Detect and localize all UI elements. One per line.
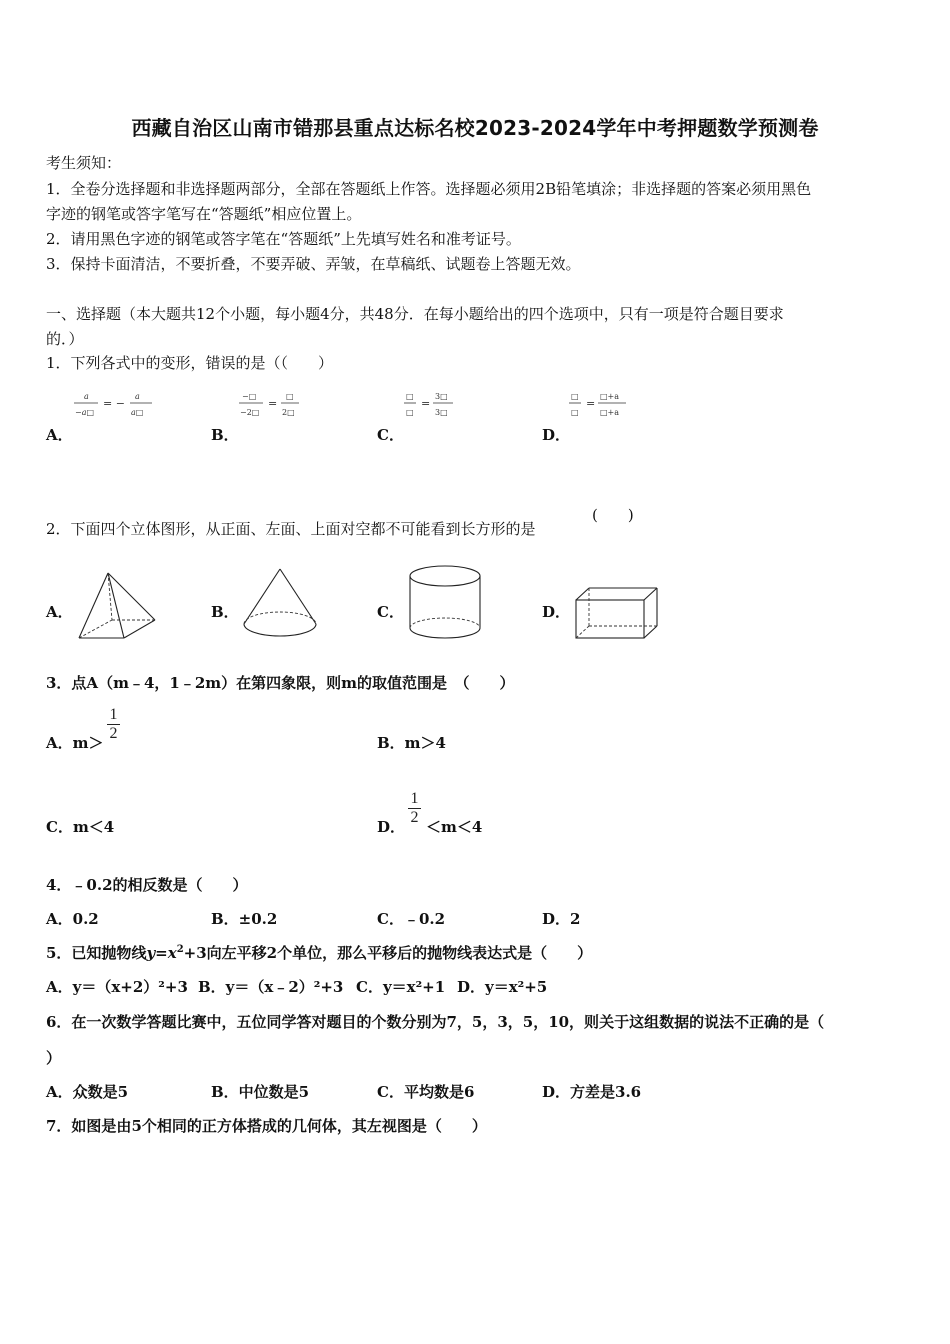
svg-text:3□: 3□ xyxy=(435,392,448,401)
svg-text:□: □ xyxy=(571,408,579,417)
notice-item: 字迹的钢笔或答字笔写在“答题纸”相应位置上。 xyxy=(46,205,362,223)
q5-option-d[interactable]: D．y＝x²+5 xyxy=(457,978,548,996)
q1-option-b-label[interactable]: B． xyxy=(211,426,239,444)
q6-option-d[interactable]: D．方差是3.6 xyxy=(542,1083,642,1101)
q5-option-c[interactable]: C．y＝x²+1 xyxy=(356,978,446,996)
q4-option-b[interactable]: B．±0.2 xyxy=(211,910,278,928)
notice-item: 3．保持卡面清洁，不要折叠，不要弄破、弄皱，在草稿纸、试题卷上答题无效。 xyxy=(46,255,581,273)
q4-option-c[interactable]: C．﹣0.2 xyxy=(377,910,446,928)
cuboid-figure xyxy=(573,585,663,647)
q2-option-b-label[interactable]: B． xyxy=(211,603,239,621)
page-title: 西藏自治区山南市错那县重点达标名校2023-2024学年中考押题数学预测卷 xyxy=(131,116,819,140)
svg-text:a: a xyxy=(135,392,140,401)
q1-option-a-label[interactable]: A． xyxy=(46,426,73,444)
q4-option-d[interactable]: D．2 xyxy=(542,910,581,928)
q1-option-d-formula xyxy=(568,389,648,419)
q3-option-c[interactable]: C．m＜4 xyxy=(46,818,115,836)
cylinder-figure xyxy=(405,563,485,647)
q2-option-d-label[interactable]: D． xyxy=(542,603,571,621)
question-5-stem: 5．已知抛物线$y=x^2+3$向左平移2个单位，那么平移后的抛物线表达式是（ ） xyxy=(46,944,593,962)
question-1-stem: 1．下列各式中的变形，错误的是（（ ） xyxy=(46,354,334,372)
notice-heading: 考生须知： xyxy=(46,154,122,172)
q6-option-b[interactable]: B．中位数是5 xyxy=(211,1083,310,1101)
question-2-paren: ( ) xyxy=(592,506,634,524)
svg-text:= −: = − xyxy=(103,397,125,410)
question-2-stem: 2．下面四个立体图形，从正面、左面、上面对空都不可能看到长方形的是 xyxy=(46,520,536,538)
svg-text:=: = xyxy=(586,397,596,410)
svg-text:a□: a□ xyxy=(131,408,144,417)
svg-text:□: □ xyxy=(571,392,579,401)
svg-text:□+a: □+a xyxy=(600,408,620,417)
q3-option-a-fraction xyxy=(107,706,120,743)
question-6-stem: 6．在一次数学答题比赛中，五位同学答对题目的个数分别为7，5，3，5，10，则关于这组数据的说法不正确的是（ xyxy=(46,1013,825,1031)
svg-text:−2□: −2□ xyxy=(240,408,260,417)
q3-option-d-prefix: D． xyxy=(377,818,406,836)
q1-option-c-label[interactable]: C． xyxy=(377,426,404,444)
q3-option-b[interactable]: B．m＞4 xyxy=(377,734,446,752)
q3-option-d[interactable] xyxy=(377,816,405,837)
svg-text:3□: 3□ xyxy=(435,408,448,417)
q1-option-c-formula xyxy=(403,389,483,419)
svg-text:□: □ xyxy=(406,392,414,401)
svg-text:□: □ xyxy=(286,392,294,401)
fraction-numerator: 1 xyxy=(410,790,419,807)
q5-option-a[interactable]: A．y＝（x+2）²+3 xyxy=(46,978,188,996)
q6-option-c[interactable]: C．平均数是6 xyxy=(377,1083,475,1101)
svg-text:2□: 2□ xyxy=(282,408,295,417)
q6-option-a[interactable]: A．众数是5 xyxy=(46,1083,129,1101)
q3-option-d-suffix: ＜m＜4 xyxy=(426,818,483,836)
notice-item: 2．请用黑色字迹的钢笔或答字笔在“答题纸”上先填写姓名和准考证号。 xyxy=(46,230,521,248)
q1-option-d-label[interactable]: D． xyxy=(542,426,571,444)
q1-option-b-formula xyxy=(237,389,317,419)
q3-option-a-text: A．m＞ xyxy=(46,734,104,752)
question-3-stem: 3．点A（m﹣4，1﹣2m）在第四象限，则m的取值范围是 （ ） xyxy=(46,674,515,692)
section-heading-cont: 的．） xyxy=(46,330,84,348)
q4-option-a[interactable]: A．0.2 xyxy=(46,910,99,928)
svg-text:□+a: □+a xyxy=(600,392,620,401)
svg-text:−□: −□ xyxy=(242,392,257,401)
q1-option-a-formula xyxy=(72,389,162,419)
fraction-denominator: 2 xyxy=(109,725,118,742)
section-heading: 一、选择题（本大题共12个小题，每小题4分，共48分．在每小题给出的四个选项中，只有一项是符合题目要求 xyxy=(46,305,784,323)
pyramid-figure xyxy=(76,570,160,646)
notice-item: 1．全卷分选择题和非选择题两部分，全部在答题纸上作答。选择题必须用2B铅笔填涂；非选择题的答案必须用黑色 xyxy=(46,180,812,198)
question-4-stem: 4．﹣0.2的相反数是（ ） xyxy=(46,876,248,894)
q2-option-c-label[interactable]: C． xyxy=(377,603,404,621)
svg-text:−a□: −a□ xyxy=(75,408,95,417)
q5-stem-pre: 5．已知抛物线 xyxy=(46,944,147,962)
q3-option-d-fraction xyxy=(408,790,421,827)
q5-option-b[interactable]: B．y＝（x﹣2）²+3 xyxy=(198,978,344,996)
svg-text:=: = xyxy=(421,397,431,410)
q5-expression: y xyxy=(146,944,156,962)
q3-option-a[interactable] xyxy=(46,732,104,753)
question-7-stem: 7．如图是由5个相同的正方体搭成的几何体，其左视图是（ ） xyxy=(46,1117,487,1135)
svg-text:a: a xyxy=(84,392,89,401)
question-6-stem-cont: ） xyxy=(46,1049,62,1067)
svg-text:=: = xyxy=(268,397,278,410)
q5-stem-mid: +3向左平移2个单位，那么平移后的抛物线表达式是（ ） xyxy=(183,944,593,962)
svg-text:□: □ xyxy=(406,408,414,417)
fraction-numerator: 1 xyxy=(109,706,118,723)
fraction-denominator: 2 xyxy=(410,809,419,826)
cone-figure xyxy=(240,566,320,644)
q2-option-a-label[interactable]: A． xyxy=(46,603,73,621)
